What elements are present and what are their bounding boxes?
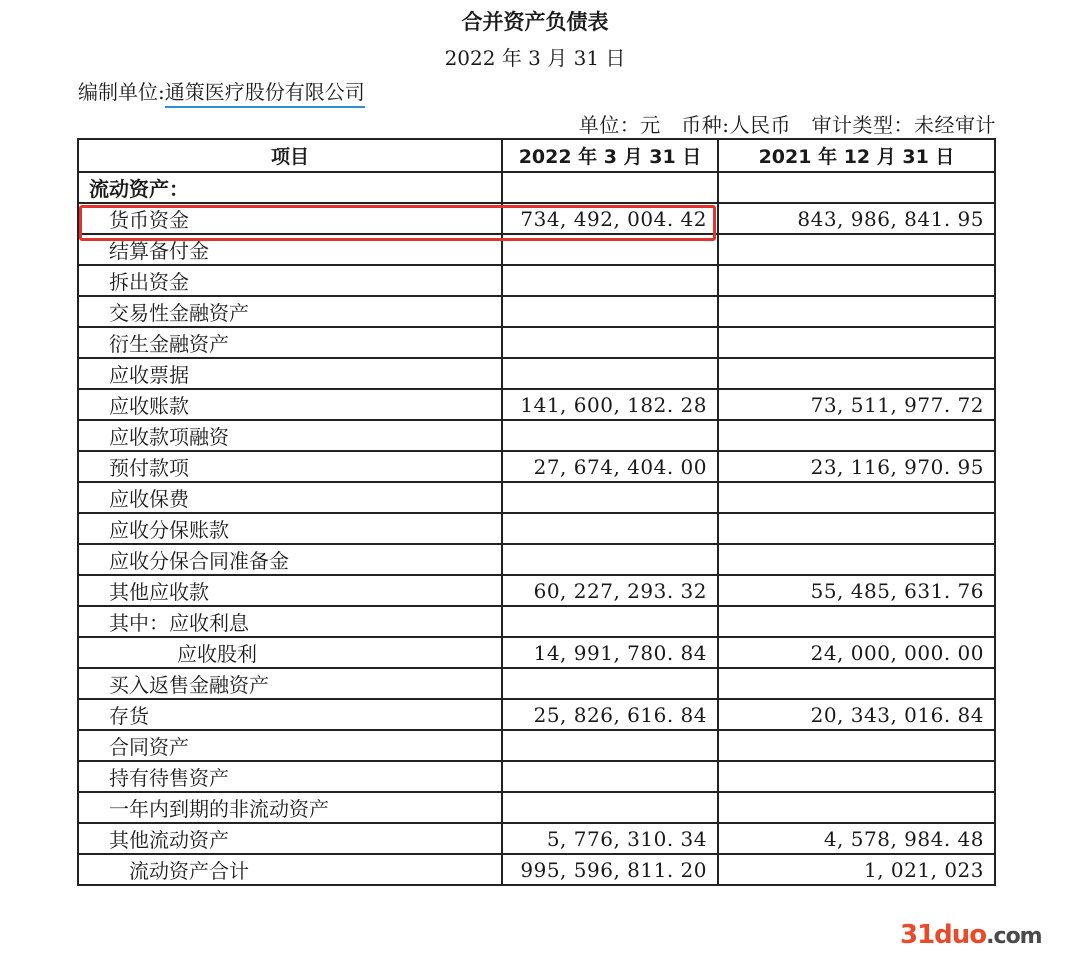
table-row bbox=[78, 730, 995, 761]
row-value-2022: 734, 492, 004. 42 bbox=[502, 203, 718, 234]
row-value-2021 bbox=[718, 234, 995, 265]
table-row bbox=[78, 265, 995, 296]
row-value-2022 bbox=[502, 234, 718, 265]
row-value-2022: 5, 776, 310. 34 bbox=[502, 823, 718, 854]
table-row bbox=[78, 792, 995, 823]
table-row bbox=[78, 637, 995, 668]
table-row bbox=[78, 172, 995, 203]
row-item-label: 交易性金融资产 bbox=[78, 296, 502, 327]
table-row bbox=[78, 296, 995, 327]
row-item-label: 应收分保合同准备金 bbox=[78, 544, 502, 575]
table-row bbox=[78, 544, 995, 575]
row-value-2022 bbox=[502, 420, 718, 451]
row-value-2022 bbox=[502, 668, 718, 699]
row-item-label: 其中：应收利息 bbox=[78, 606, 502, 637]
row-value-2021: 1, 021, 023 bbox=[718, 854, 995, 885]
row-item-label: 衍生金融资产 bbox=[78, 327, 502, 358]
row-value-2022: 60, 227, 293. 32 bbox=[502, 575, 718, 606]
table-row bbox=[78, 761, 995, 792]
row-value-2022 bbox=[502, 327, 718, 358]
company-name-link[interactable]: 通策医疗股份有限公司 bbox=[165, 80, 365, 108]
row-value-2021: 73, 511, 977. 72 bbox=[718, 389, 995, 420]
row-value-2021: 24, 000, 000. 00 bbox=[718, 637, 995, 668]
company-line bbox=[78, 76, 365, 105]
row-item-label: 流动资产： bbox=[78, 172, 502, 203]
row-value-2021 bbox=[718, 327, 995, 358]
table-row bbox=[78, 482, 995, 513]
balance-sheet-table bbox=[77, 138, 996, 886]
row-item-label: 预付款项 bbox=[78, 451, 502, 482]
row-item-label: 一年内到期的非流动资产 bbox=[78, 792, 502, 823]
row-value-2021: 20, 343, 016. 84 bbox=[718, 699, 995, 730]
row-value-2022 bbox=[502, 296, 718, 327]
row-item-label: 应收款项融资 bbox=[78, 420, 502, 451]
watermark-brand: 31duo bbox=[900, 920, 987, 950]
table-header-row bbox=[78, 139, 995, 172]
row-value-2022: 27, 674, 404. 00 bbox=[502, 451, 718, 482]
row-value-2021 bbox=[718, 792, 995, 823]
row-value-2021 bbox=[718, 172, 995, 203]
row-value-2022 bbox=[502, 513, 718, 544]
header-2021: 2021 年 12 月 31 日 bbox=[718, 139, 995, 172]
table-row bbox=[78, 699, 995, 730]
table-row bbox=[78, 575, 995, 606]
row-value-2022: 14, 991, 780. 84 bbox=[502, 637, 718, 668]
row-value-2021 bbox=[718, 265, 995, 296]
header-item: 项目 bbox=[78, 139, 502, 172]
table-row bbox=[78, 513, 995, 544]
unit-currency-audit-info: 单位：元 币种:人民币 审计类型：未经审计 bbox=[578, 113, 996, 137]
table-row bbox=[78, 234, 995, 265]
document-title: 合并资产负债表 bbox=[461, 10, 609, 34]
row-value-2022 bbox=[502, 606, 718, 637]
row-value-2021: 55, 485, 631. 76 bbox=[718, 575, 995, 606]
table-row bbox=[78, 203, 995, 234]
row-value-2021 bbox=[718, 761, 995, 792]
row-item-label: 应收保费 bbox=[78, 482, 502, 513]
row-value-2022 bbox=[502, 792, 718, 823]
row-value-2022 bbox=[502, 172, 718, 203]
table-row bbox=[78, 389, 995, 420]
report-date: 2022 年 3 月 31 日 bbox=[444, 46, 626, 70]
table-row bbox=[78, 327, 995, 358]
row-value-2021 bbox=[718, 513, 995, 544]
row-item-label: 持有待售资产 bbox=[78, 761, 502, 792]
row-value-2022 bbox=[502, 544, 718, 575]
row-value-2022 bbox=[502, 482, 718, 513]
row-value-2022 bbox=[502, 730, 718, 761]
table-row bbox=[78, 854, 995, 885]
row-item-label: 合同资产 bbox=[78, 730, 502, 761]
table-row bbox=[78, 451, 995, 482]
row-item-label: 应收票据 bbox=[78, 358, 502, 389]
row-value-2021: 4, 578, 984. 48 bbox=[718, 823, 995, 854]
row-item-label: 结算备付金 bbox=[78, 234, 502, 265]
row-item-label: 其他应收款 bbox=[78, 575, 502, 606]
row-value-2022 bbox=[502, 265, 718, 296]
row-item-label: 流动资产合计 bbox=[78, 854, 502, 885]
row-item-label: 存货 bbox=[78, 699, 502, 730]
row-value-2022: 995, 596, 811. 20 bbox=[502, 854, 718, 885]
watermark-logo bbox=[900, 920, 1042, 950]
table-row bbox=[78, 823, 995, 854]
row-item-label: 拆出资金 bbox=[78, 265, 502, 296]
row-item-label: 应收账款 bbox=[78, 389, 502, 420]
row-value-2021 bbox=[718, 544, 995, 575]
row-value-2021: 23, 116, 970. 95 bbox=[718, 451, 995, 482]
table-row bbox=[78, 668, 995, 699]
row-value-2021 bbox=[718, 606, 995, 637]
row-item-label: 应收股利 bbox=[78, 637, 502, 668]
row-item-label: 其他流动资产 bbox=[78, 823, 502, 854]
row-value-2021 bbox=[718, 482, 995, 513]
row-value-2022 bbox=[502, 761, 718, 792]
row-value-2022 bbox=[502, 358, 718, 389]
row-value-2021: 843, 986, 841. 95 bbox=[718, 203, 995, 234]
row-value-2022: 141, 600, 182. 28 bbox=[502, 389, 718, 420]
row-item-label: 买入返售金融资产 bbox=[78, 668, 502, 699]
row-value-2021 bbox=[718, 358, 995, 389]
table-row bbox=[78, 358, 995, 389]
row-value-2021 bbox=[718, 420, 995, 451]
watermark-suffix: .com bbox=[986, 924, 1042, 949]
row-value-2021 bbox=[718, 730, 995, 761]
row-item-label: 货币资金 bbox=[78, 203, 502, 234]
row-value-2021 bbox=[718, 296, 995, 327]
table-row bbox=[78, 606, 995, 637]
row-item-label: 应收分保账款 bbox=[78, 513, 502, 544]
header-2022: 2022 年 3 月 31 日 bbox=[502, 139, 718, 172]
row-value-2021 bbox=[718, 668, 995, 699]
row-value-2022: 25, 826, 616. 84 bbox=[502, 699, 718, 730]
company-label: 编制单位: bbox=[78, 80, 165, 104]
table-row bbox=[78, 420, 995, 451]
